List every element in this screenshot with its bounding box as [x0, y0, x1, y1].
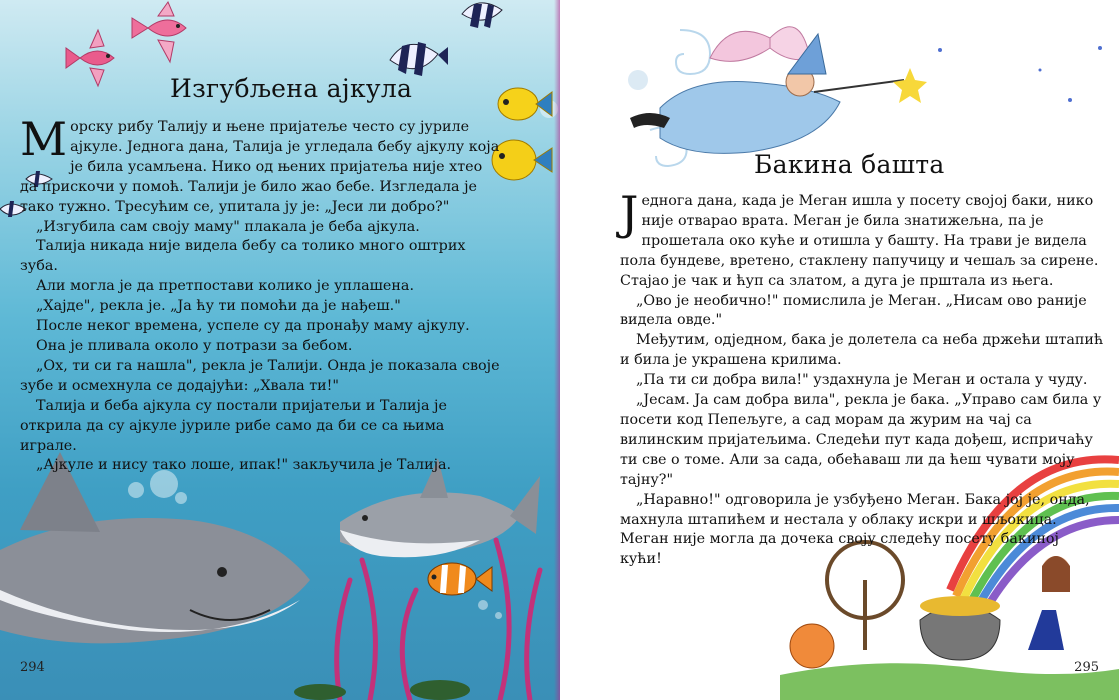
story-paragraph: Међутим, одједном, бака је долетела са неба држећи штапић и била је украшена крилима. — [620, 332, 1104, 369]
paragraph-text: еднога дана, када је Меган ишла у посету својој баки, нико није отварао врата. Меган је била знатижељна, па је прошетала око куће и отишла у башту. На трави је видела пола бундеве, вретено, стаклену папучицу и чешаљ за сирене. Стајао је чак и ћуп са златом, а дуга је прштала из њега. — [620, 193, 1099, 289]
left-page-story — [20, 112, 500, 476]
drop-cap: Ј — [620, 186, 639, 240]
story-paragraph: „Јесам. Ја сам добра вила", рекла је бака. „Управо сам била у посети код Пепељуге, а сад морам да журим на чај са вилинским пријатељима. Следећи пут када дођеш, испричаћу ти све о томе. Али за сада, обећаваш ли да ћеш чувати моју тајну?" — [620, 392, 1102, 488]
right-page — [560, 0, 1119, 700]
story-paragraph: „Хајде", рекла је. „Ја ћу ти помоћи да је нађеш." — [36, 298, 401, 315]
paragraph-text: орску рибу Талију и њене пријатеље често су јуриле ајкуле. Једнога дана, Талија је угледала бебу ајкулу која је била усамљена. Нико од њених пријатеља није хтео да прискочи у помоћ. Талији је било жао бебе. Изгледала је тако тужно. Тресућим се, упитала ју је: „Јеси ли добро?" — [20, 119, 500, 215]
right-page-story — [620, 186, 1105, 570]
story-paragraph: „Изгубила сам своју маму" плакала је беба ајкула. — [36, 218, 420, 235]
story-paragraph: „Ово је необично!" помислила је Меган. „Нисам ово раније видела овде." — [620, 292, 1087, 329]
story-paragraph: „Наравно!" одговорила је узбуђено Меган. Бака јој је, онда, махнула штапићем и нестала у облаку искри и шљокица. Меган није могла да дочека своју следећу посету бакиној кући! — [620, 491, 1090, 568]
star-decoration — [920, 30, 1119, 130]
story-paragraph: Талија и беба ајкула су постали пријатељи и Талија је открила да су ајкуле јуриле рибе само да би се са њима играле. — [20, 397, 447, 454]
story-paragraph: „Ајкуле и нису тако лоше, ипак!" закључила је Талија. — [36, 457, 452, 474]
story-paragraph: Али могла је да претпостави колико је уплашена. — [36, 278, 414, 295]
story-paragraph — [620, 186, 1105, 292]
right-page-title: Бакина башта — [754, 150, 945, 179]
story-paragraph — [20, 112, 500, 218]
page-number-left: 294 — [20, 660, 45, 675]
story-paragraph: Талија никада није видела бебу са толико много оштрих зуба. — [20, 238, 466, 275]
story-paragraph: После неког времена, успеле су да пронађу маму ајкулу. — [36, 318, 470, 335]
drop-cap: М — [20, 112, 68, 166]
seaweed-illustration — [300, 520, 560, 700]
story-paragraph: Она је пливала около у потрази за бебом. — [36, 337, 353, 354]
story-paragraph: „Ох, ти си га нашла", рекла је Талији. Онда је показала своје зубе и осмехнула се додајући: „Хвала ти!" — [20, 357, 500, 394]
page-number-right: 295 — [1074, 660, 1099, 675]
left-page-title: Изгубљена ајкула — [170, 74, 413, 103]
story-paragraph: „Па ти си добра вила!" уздахнула је Меган и остала у чуду. — [636, 372, 1088, 389]
